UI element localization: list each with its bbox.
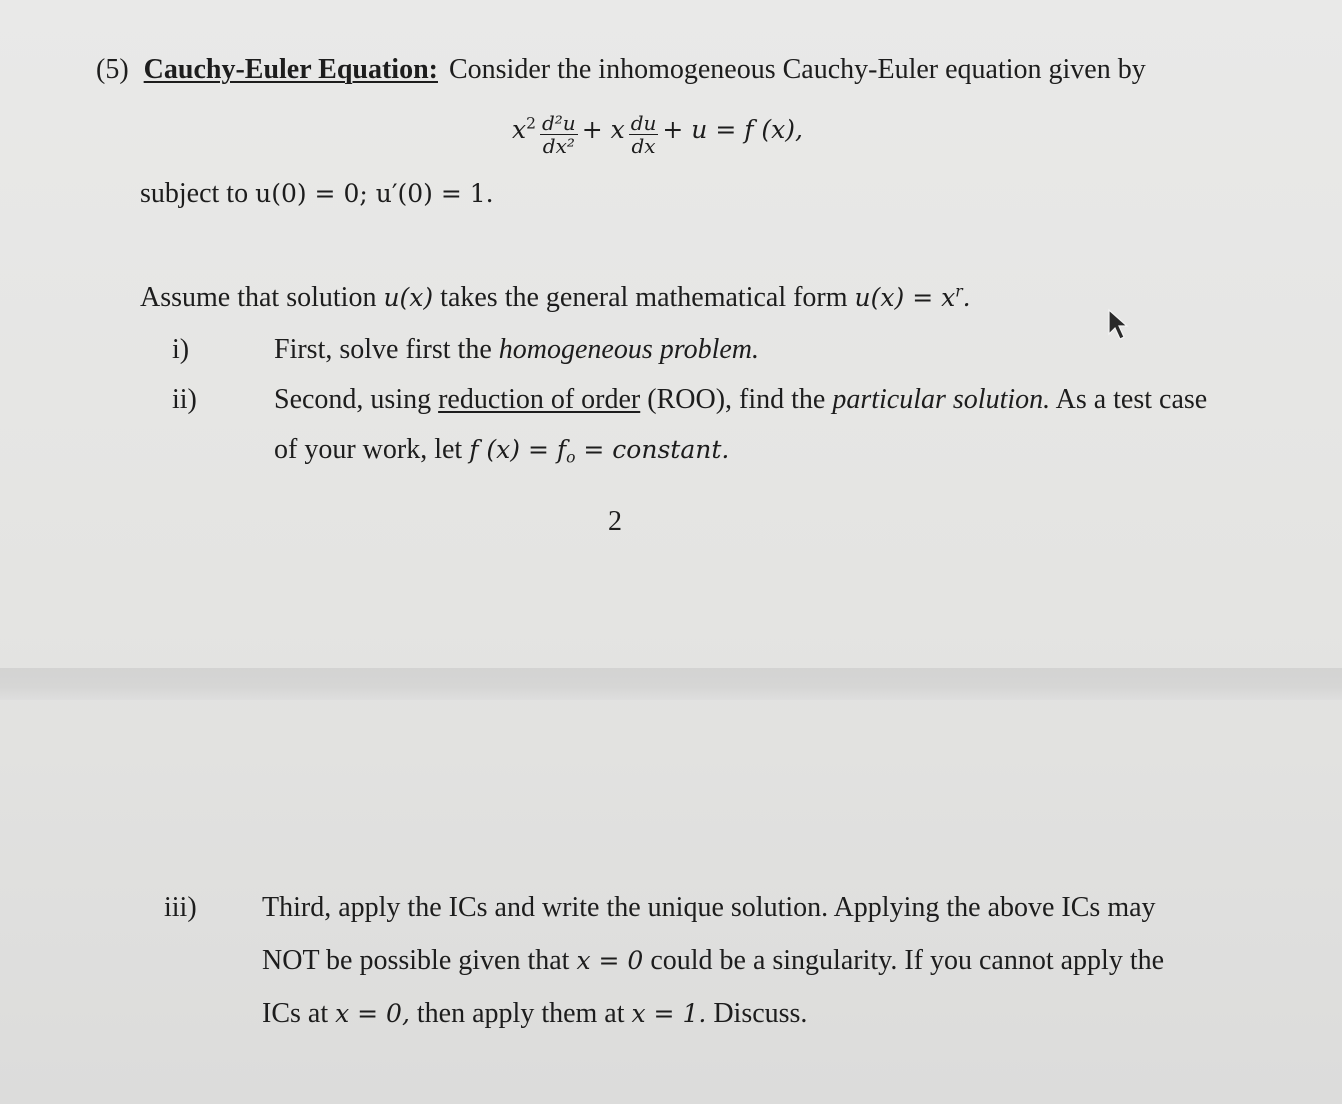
conditions-prefix: subject to <box>140 178 249 209</box>
item-i-emphasis: homogeneous problem. <box>498 334 760 365</box>
item-iii-marker: iii) <box>164 892 197 923</box>
item-i-marker: i) <box>172 334 190 365</box>
assume-ux: u(x) <box>383 283 434 312</box>
cauchy-euler-equation <box>512 112 803 157</box>
assume-form: $u(x) = x^r$. <box>854 282 971 312</box>
assume-middle: takes the general mathematical form <box>440 282 848 313</box>
eq-rhs: + u = f (x), <box>662 115 803 145</box>
item-ii-line1: Second, using reduction of order (ROO), find the particular solution. As a test case <box>274 384 1208 415</box>
problem-intro: Consider the inhomogeneous Cauchy-Euler equation given by <box>448 54 1146 85</box>
page-divider <box>0 668 1342 700</box>
mouse-pointer-icon <box>1106 308 1132 342</box>
conditions-math: u(0) = 0; u′(0) = 1. <box>255 179 494 208</box>
assumption-line <box>140 282 971 314</box>
item-iii-line3: ICs at x = 0, then apply them at x = 1. Discuss. <box>262 998 808 1029</box>
eq-second-derivative: $\frac{\text{d²u}}{\text{dx²}}$ <box>541 111 576 158</box>
problem-title: Cauchy-Euler Equation: <box>143 54 438 85</box>
item-ii-line2: of your work, let f $(x) = f_o$ = constant. <box>274 434 730 467</box>
item-iii-line2: NOT be possible given that x = 0 could be a singularity. If you cannot apply the <box>262 945 1165 976</box>
problem-header <box>96 54 1146 86</box>
initial-conditions <box>140 178 494 210</box>
item-i-text: First, solve first the homogeneous problem. <box>274 334 760 365</box>
page-number: 2 <box>608 506 622 537</box>
item-ii-emphasis: particular solution. <box>832 384 1051 415</box>
reduction-of-order-link[interactable]: reduction of order <box>438 384 641 415</box>
eq-plus-x: + x <box>581 115 625 145</box>
assume-prefix: Assume that solution <box>140 282 377 313</box>
problem-number: (5) <box>96 54 129 85</box>
eq-first-derivative: $\frac{du}{dx}$ <box>630 111 657 158</box>
item-ii-math: f $(x) = f_o$ = constant. <box>469 435 730 467</box>
item-ii-marker: ii) <box>172 384 197 415</box>
item-iii-line1: Third, apply the ICs and write the unique solution. Applying the above ICs may <box>262 892 1156 923</box>
eq-lead: $x^2$ <box>512 114 536 145</box>
